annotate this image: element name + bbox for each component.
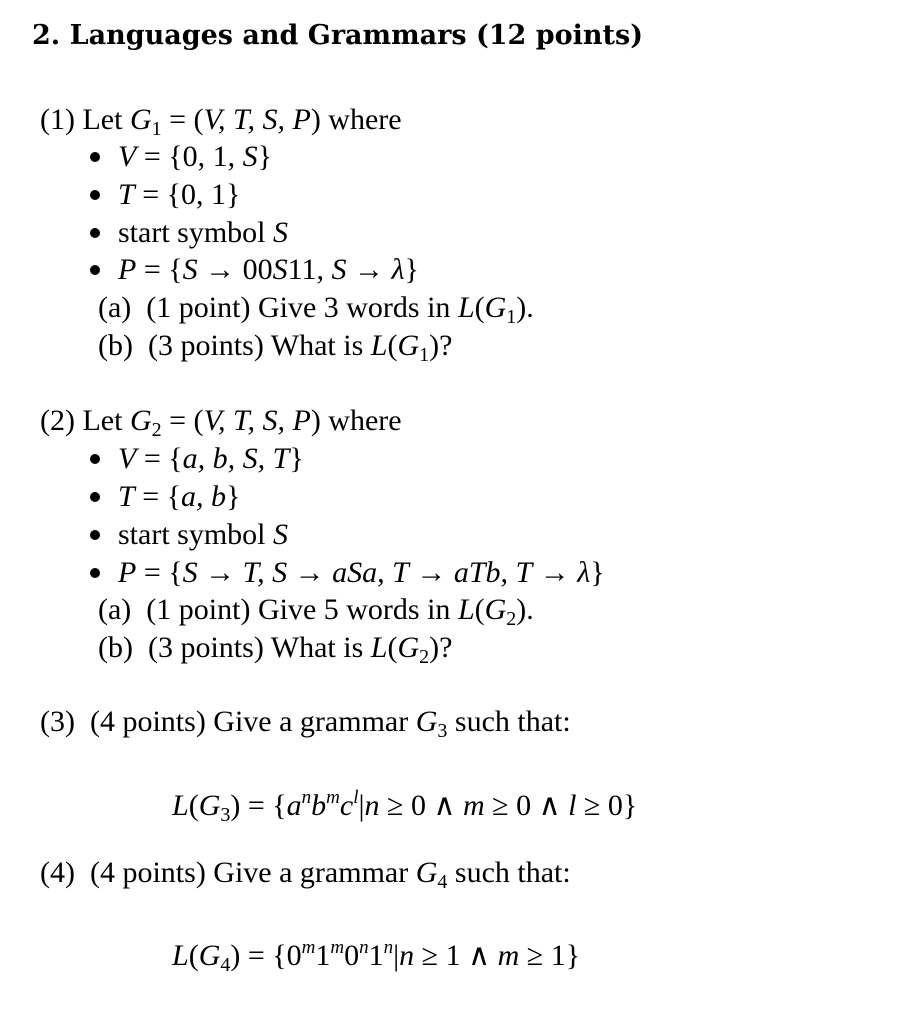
text-segment: 11, (287, 253, 332, 286)
text-segment: V (118, 140, 137, 173)
text-segment: } (226, 480, 241, 513)
text-segment: T (118, 178, 135, 211)
text-segment: 2 (419, 646, 430, 668)
text-segment: → (197, 556, 243, 589)
text-segment: 0 (344, 939, 360, 972)
bullet-line (90, 555, 605, 591)
text-segment: S (273, 216, 288, 249)
text-segment: ) = { (230, 789, 287, 822)
bullet-icon (90, 530, 100, 540)
text-segment: = { (136, 556, 183, 589)
text-segment: S (182, 556, 198, 589)
text-segment: } (590, 556, 605, 589)
text-segment: G (397, 631, 420, 664)
text-segment: = ( (161, 103, 204, 136)
text-segment: such that: (447, 705, 571, 738)
text-segment: S (272, 253, 288, 286)
text-segment: b (311, 789, 327, 822)
text-segment: (1) Let (40, 103, 130, 136)
text-segment: } (289, 442, 304, 475)
text-segment: λ (577, 556, 591, 589)
text-segment: = {0, 1, (136, 140, 243, 173)
text-segment: V, T, S, P (203, 404, 311, 437)
text-segment: S (273, 518, 288, 551)
text-segment: = { (134, 480, 182, 513)
text-segment: ( (387, 631, 398, 664)
text-segment: ≥ 0} (576, 789, 638, 822)
text-segment: G (129, 404, 152, 437)
text-segment: 1 (506, 306, 517, 328)
text-segment: aSa, T (332, 556, 409, 589)
bullet-icon (90, 228, 100, 238)
text-segment: ). (516, 593, 534, 626)
text-segment: T, S (242, 556, 288, 589)
text-segment: 2 (151, 419, 162, 441)
text-segment: ( (188, 789, 199, 822)
text-segment: | (393, 939, 400, 972)
text-segment: S (331, 253, 347, 286)
bullet-icon (90, 152, 100, 162)
bullet-line (90, 441, 304, 477)
text-segment: P (118, 253, 137, 286)
text-segment: ( (474, 593, 485, 626)
text-segment: L (370, 631, 388, 664)
text-segment: ) = {0 (230, 939, 302, 972)
text-segment: a, b, S, T (182, 442, 290, 475)
text-segment: ) where (310, 103, 402, 136)
text-segment: m (330, 937, 345, 958)
bullet-icon (90, 454, 100, 464)
text-segment: → (346, 253, 392, 286)
text-segment: V (118, 442, 137, 475)
text-segment: 3 (437, 720, 448, 742)
text-segment: = ( (161, 404, 204, 437)
text-segment: start symbol (118, 518, 273, 551)
text-segment: a (286, 789, 302, 822)
bullet-line (90, 252, 419, 288)
text-segment: n (301, 787, 312, 808)
text-segment: )? (429, 631, 453, 664)
text-segment: G (415, 705, 438, 738)
text-segment: 3 (220, 804, 231, 826)
text-segment: ≥ 1} (519, 939, 581, 972)
text-segment: G (484, 593, 507, 626)
text-segment: | (358, 789, 365, 822)
text-segment: (a) (1 point) Give 5 words in (98, 593, 458, 626)
sub-line (98, 630, 452, 675)
text-segment: 4 (220, 954, 231, 976)
text-segment: n (359, 937, 369, 958)
text-segment: aTb, T (453, 556, 533, 589)
text-segment: → (408, 556, 454, 589)
bullet-icon (90, 492, 100, 502)
text-segment: G (198, 939, 221, 972)
text-segment: 2 (506, 608, 517, 630)
text-segment: ). (516, 291, 534, 324)
text-segment: n (399, 939, 415, 972)
text-segment: G (484, 291, 507, 324)
text-segment: (2) Let (40, 404, 130, 437)
text-segment: ≥ 0 ∧ (484, 789, 569, 822)
text-segment: 1 (315, 939, 331, 972)
text-segment: n (383, 937, 394, 958)
text-segment: L (457, 593, 475, 626)
text-segment: V, T, S, P (203, 103, 311, 136)
formula-line (172, 930, 580, 983)
section-title: 2. Languages and Grammars (12 points) (32, 20, 643, 51)
text-segment: ( (387, 329, 398, 362)
text-segment: (b) (3 points) What is (98, 631, 371, 664)
text-segment: ( (188, 939, 199, 972)
text-segment: n (364, 789, 380, 822)
text-segment: → (532, 556, 578, 589)
text-segment: 1 (151, 118, 162, 140)
text-segment: L (457, 291, 475, 324)
text-segment: G (198, 789, 221, 822)
bullet-line (90, 215, 288, 251)
text-segment: ≥ 1 ∧ (414, 939, 498, 972)
text-segment: ( (474, 291, 485, 324)
text-segment: )? (429, 329, 453, 362)
text-segment: L (370, 329, 388, 362)
text-segment: G (415, 856, 438, 889)
text-segment: } (404, 253, 419, 286)
text-segment: → 00 (197, 253, 273, 286)
text-segment: T (118, 480, 135, 513)
text-segment: m (462, 789, 485, 822)
text-segment: = {0, 1} (134, 178, 241, 211)
text-segment: (3) (4 points) Give a grammar (40, 705, 416, 738)
text-segment: = { (136, 442, 183, 475)
bullet-icon (90, 568, 100, 578)
text-segment: 1 (419, 344, 430, 366)
text-segment: L (172, 939, 189, 972)
text-segment: m (497, 939, 520, 972)
text-segment: → (287, 556, 333, 589)
formula-line (172, 780, 637, 833)
bullet-icon (90, 265, 100, 275)
text-segment: G (129, 103, 152, 136)
text-segment: 4 (437, 871, 448, 893)
text-segment: = { (136, 253, 183, 286)
text-segment: start symbol (118, 216, 273, 249)
text-segment: P (118, 556, 137, 589)
text-segment: m (326, 787, 340, 808)
bullet-line (90, 517, 288, 553)
text-segment: l (353, 787, 359, 808)
text-segment: (4) (4 points) Give a grammar (40, 856, 416, 889)
text-segment: S (182, 253, 198, 286)
text-segment: a, b (181, 480, 227, 513)
bullet-icon (90, 190, 100, 200)
text-segment: G (397, 329, 420, 362)
item-line (40, 704, 571, 749)
text-segment: such that: (447, 856, 571, 889)
text-segment: (b) (3 points) What is (98, 329, 371, 362)
item-line (40, 855, 571, 900)
text-segment: L (172, 789, 189, 822)
text-segment: (a) (1 point) Give 3 words in (98, 291, 458, 324)
text-segment: ≥ 0 ∧ (379, 789, 463, 822)
text-segment: 1 (368, 939, 384, 972)
text-segment: c (339, 789, 354, 822)
text-segment: ) where (310, 404, 402, 437)
bullet-line (90, 139, 272, 175)
text-segment: m (301, 937, 316, 958)
bullet-line (90, 177, 240, 213)
sub-line (98, 328, 452, 373)
text-segment: S (242, 140, 258, 173)
text-segment: λ (391, 253, 405, 286)
text-segment: } (257, 140, 273, 173)
text-segment: l (568, 789, 577, 822)
bullet-line (90, 479, 240, 515)
